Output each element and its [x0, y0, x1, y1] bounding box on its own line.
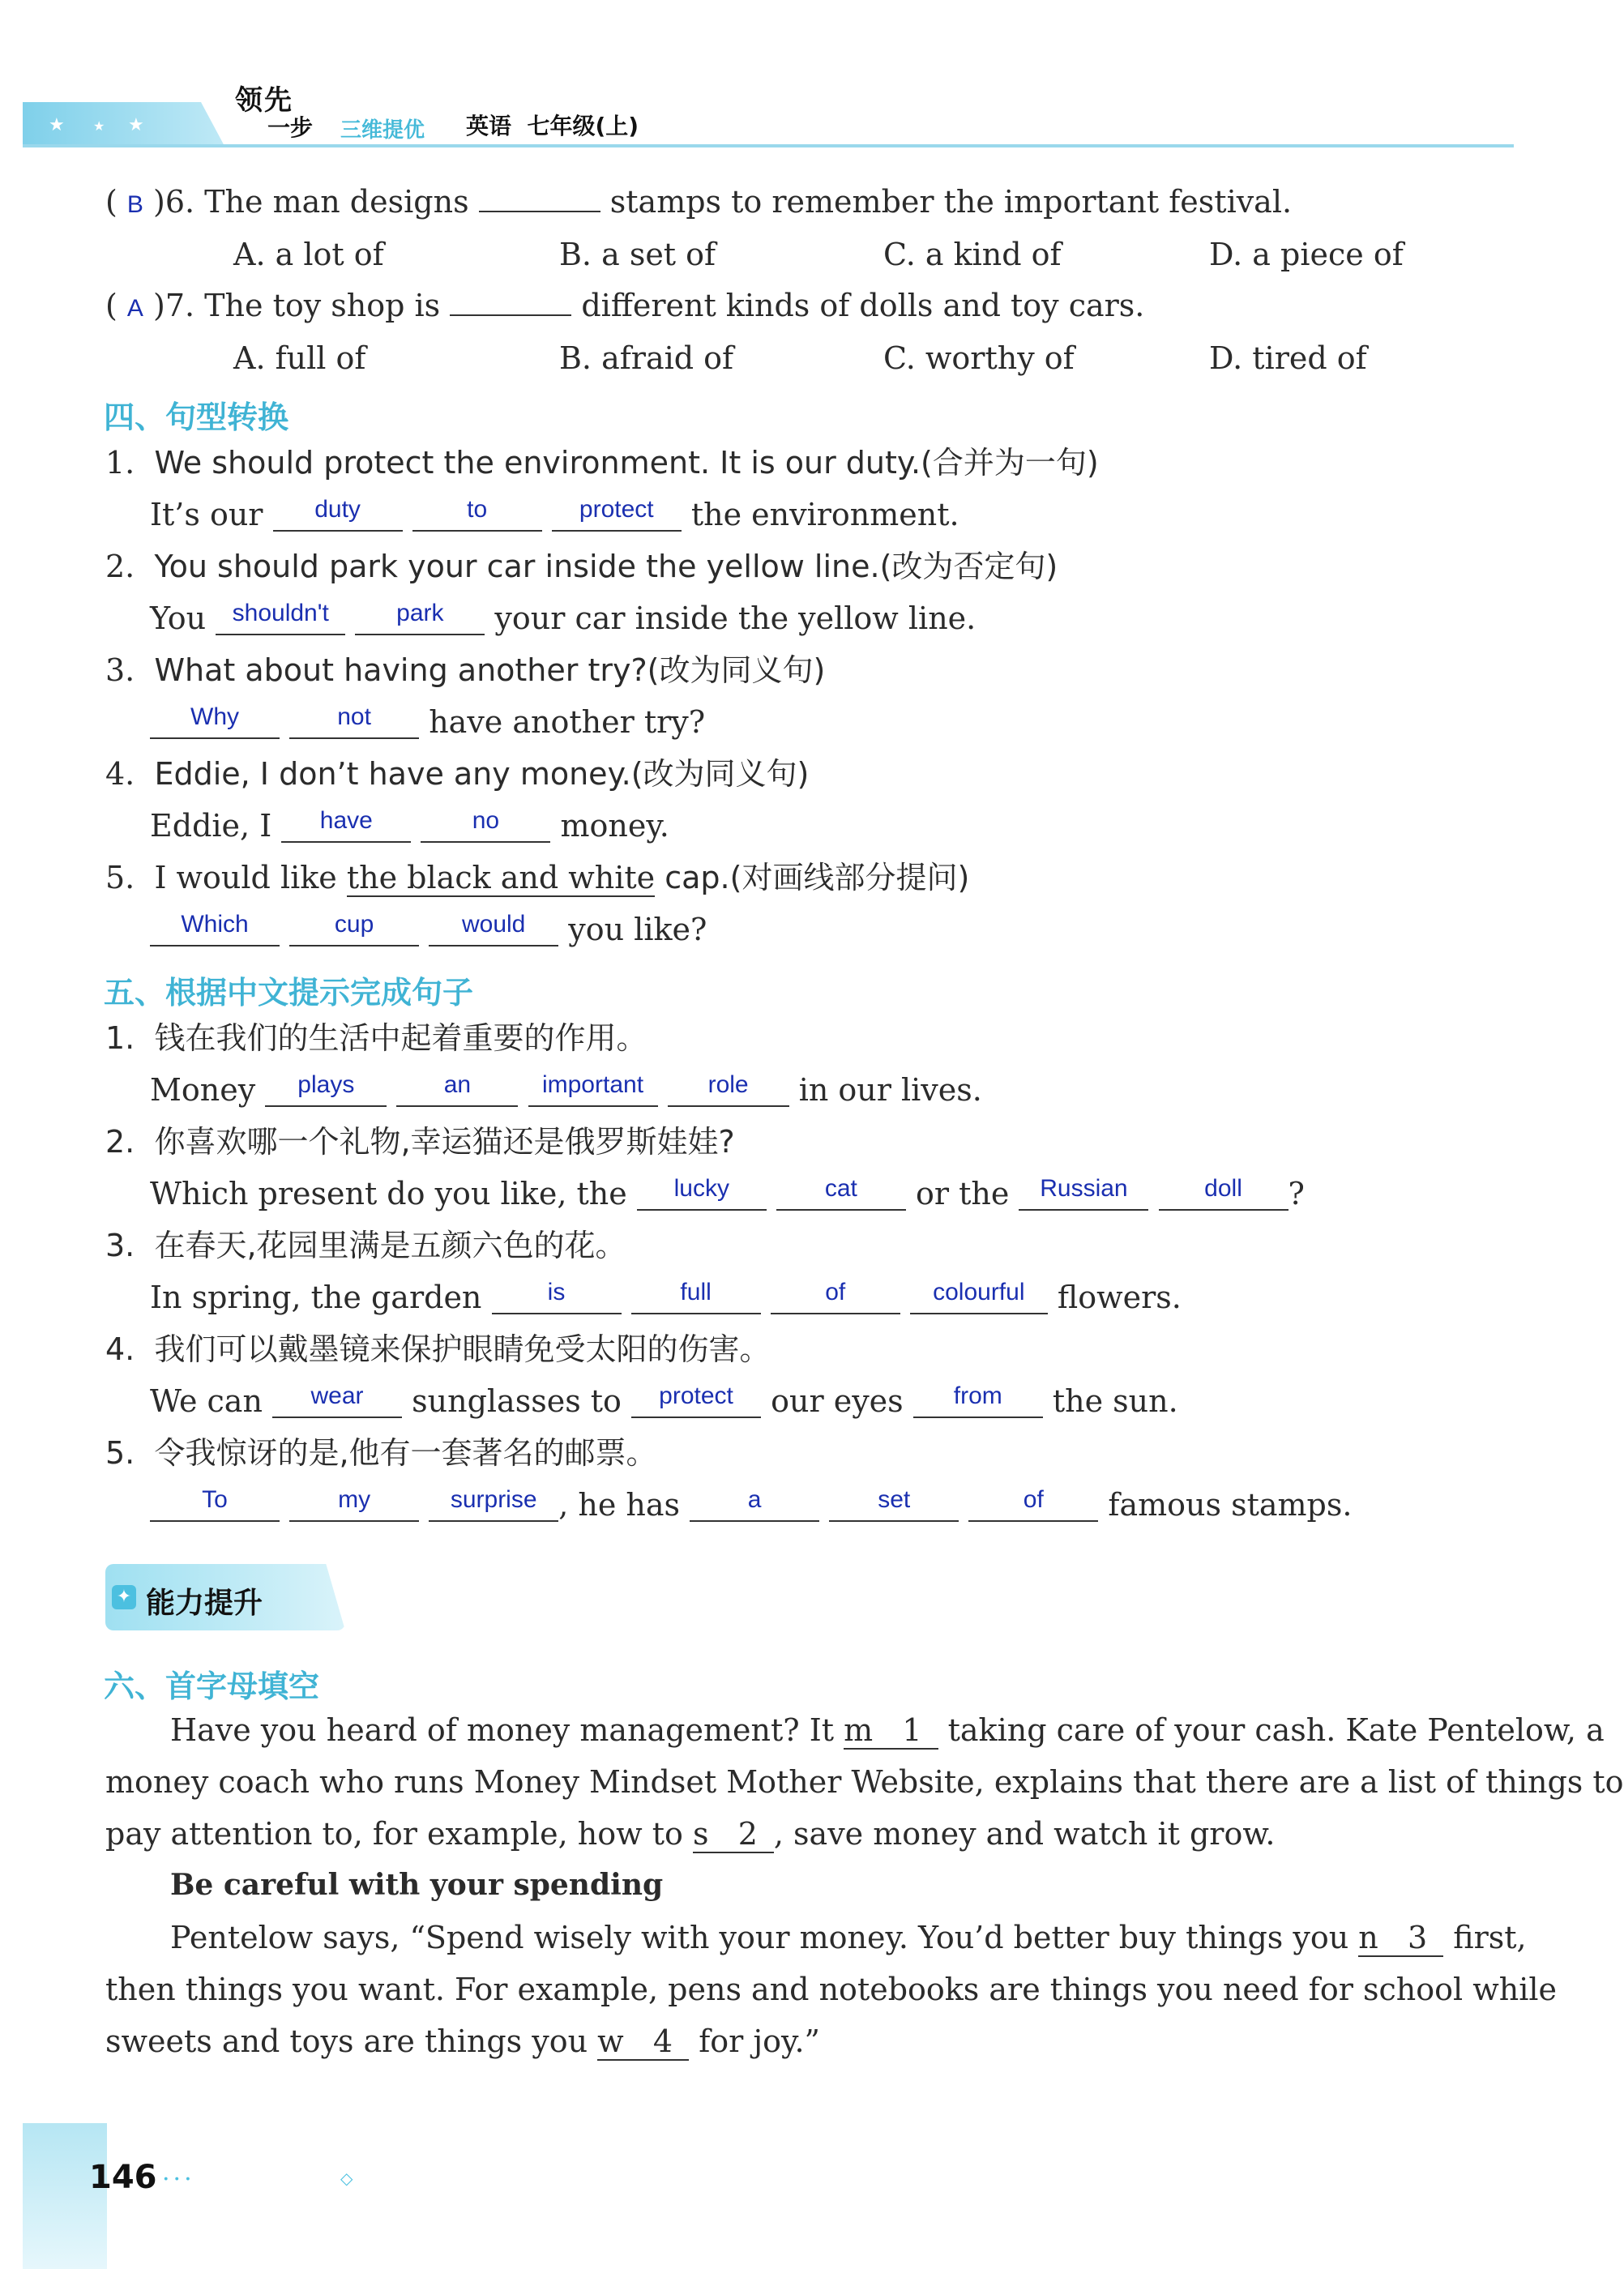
s6-p1-line3 — [105, 1816, 1491, 1852]
s6-p1-line2: money coach who runs Money Mindset Mother Website, explains that there are a list of things to — [105, 1764, 1624, 1800]
answer-text: to — [467, 496, 488, 523]
s5-q2-text: 你喜欢哪一个礼物,幸运猫还是俄罗斯娃娃? — [154, 1124, 735, 1160]
answer-text: protect — [659, 1382, 733, 1409]
blank-s2: s 2 — [693, 1816, 774, 1853]
blank — [429, 911, 558, 946]
q7-option-b: B. afraid of — [559, 340, 734, 376]
s4-a3 — [150, 703, 706, 740]
q7-option-a: A. full of — [233, 340, 366, 376]
answer-text: of — [825, 1279, 846, 1305]
answer-text: Which — [181, 911, 249, 938]
s4-a2 — [150, 600, 977, 636]
blank — [272, 1382, 402, 1418]
q7-option-d: D. tired of — [1209, 340, 1367, 376]
text: pay attention to, for example, how to — [105, 1816, 693, 1852]
section-4-title: 四、句型转换 — [104, 400, 289, 435]
answer-text: lucky — [673, 1175, 729, 1202]
answer-text: of — [1023, 1486, 1044, 1513]
s5-q3-text: 在春天,花园里满是五颜六色的花。 — [154, 1228, 626, 1263]
answer-prefix: It’s our — [150, 497, 263, 532]
answer-prefix: Eddie, I — [150, 808, 272, 844]
blank — [281, 807, 411, 843]
ability-label: 能力提升 — [146, 1587, 263, 1620]
s5-q5 — [105, 1435, 657, 1471]
answer-suffix: the environment. — [690, 497, 959, 532]
s4-q5-post: cap.(对画线部分提问) — [655, 860, 970, 895]
q7-option-c: C. worthy of — [883, 340, 1075, 376]
blank — [829, 1486, 959, 1522]
item-number: 4. — [105, 1331, 135, 1367]
answer-text: not — [337, 703, 371, 730]
s4-q2-text: You should park your car inside the yellow line.(改为否定句) — [154, 549, 1058, 584]
blank — [913, 1382, 1043, 1418]
item-number: 5. — [105, 1435, 135, 1471]
blank-w4: w 4 — [597, 2023, 689, 2061]
answer-suffix: have another try? — [429, 704, 706, 740]
text: taking care of your cash. Kate Pentelow, a — [938, 1712, 1605, 1748]
blank — [552, 496, 682, 532]
blank — [289, 911, 419, 946]
section-6-title: 六、首字母填空 — [104, 1669, 320, 1704]
answer-middle: sunglasses to — [412, 1383, 622, 1419]
blank — [637, 1175, 767, 1211]
answer-text: protect — [579, 496, 654, 523]
question-7: ( A )7. The toy shop is different kinds of dolls and toy cars. — [105, 288, 1145, 323]
item-number: 2. — [105, 1124, 135, 1160]
blank — [1019, 1175, 1148, 1211]
item-number: 4. — [105, 756, 135, 792]
answer-suffix: flowers. — [1057, 1280, 1182, 1315]
answer-text: colourful — [933, 1279, 1025, 1305]
answer-text: Russian — [1040, 1175, 1128, 1202]
star-icon: ★ — [128, 115, 144, 135]
brand-top: 领先 — [235, 84, 293, 117]
answer-text: doll — [1204, 1175, 1242, 1202]
s4-q5-pre: I would like — [154, 860, 347, 895]
item-number: 2. — [105, 549, 135, 584]
diamond-icon: ◇ — [340, 2169, 353, 2188]
s6-p2-line3 — [105, 2023, 1491, 2059]
s5-a5 — [150, 1486, 1353, 1523]
blank-n3: n 3 — [1358, 1920, 1443, 1957]
s5-a3 — [150, 1279, 1182, 1315]
text: first, — [1443, 1920, 1527, 1955]
blank — [910, 1279, 1048, 1314]
section-5-title: 五、根据中文提示完成句子 — [104, 975, 474, 1011]
q7-stem-b: different kinds of dolls and toy cars. — [581, 288, 1145, 323]
s5-q4-text: 我们可以戴墨镜来保护眼睛免受太阳的伤害。 — [154, 1331, 771, 1367]
s5-q1-text: 钱在我们的生活中起着重要的作用。 — [154, 1020, 647, 1056]
question-6: ( B )6. The man designs stamps to remember the important festival. — [105, 184, 1293, 220]
s5-q2 — [105, 1124, 735, 1160]
answer-text: an — [443, 1071, 472, 1098]
blank — [668, 1071, 789, 1107]
s5-a4 — [150, 1382, 1178, 1419]
page-header — [0, 0, 1536, 162]
item-number: 3. — [105, 1228, 135, 1263]
answer-text: Why — [190, 703, 239, 730]
answer-text: shouldn't — [232, 600, 329, 626]
blank — [771, 1279, 900, 1314]
answer-text: cup — [334, 911, 374, 938]
item-number: 1. — [105, 1020, 135, 1056]
blank — [150, 703, 280, 739]
answer-7: A — [126, 295, 143, 322]
blank — [150, 1486, 280, 1522]
answer-text: no — [472, 807, 500, 834]
q6-option-a: A. a lot of — [233, 237, 384, 272]
answer-prefix: Money — [150, 1072, 256, 1108]
page-dots: ··· — [162, 2165, 195, 2194]
blank — [1159, 1175, 1289, 1211]
answer-6: B — [126, 191, 143, 218]
text: , save money and watch it grow. — [773, 1816, 1276, 1852]
answer-text: have — [319, 807, 373, 834]
answer-text: important — [541, 1071, 644, 1098]
blank — [216, 600, 345, 635]
q7-stem-a: )7. The toy shop is — [153, 288, 441, 323]
answer-prefix: You — [150, 600, 207, 636]
text: for joy.” — [689, 2023, 820, 2059]
answer-middle: , he has — [558, 1487, 681, 1523]
answer-text: surprise — [450, 1486, 537, 1513]
s6-p2-line2: then things you want. For example, pens and notebooks are things you need for school while — [105, 1972, 1558, 2007]
blank — [429, 1486, 558, 1522]
blank — [492, 1279, 622, 1314]
header-rule — [23, 144, 1514, 147]
s4-q4 — [105, 756, 810, 792]
answer-suffix: you like? — [568, 912, 707, 947]
text: sweets and toys are things you — [105, 2023, 598, 2059]
blank — [631, 1279, 761, 1314]
brand-subject: 英语 七年级(上) — [466, 113, 639, 139]
s4-q2 — [105, 551, 1058, 582]
answer-text: from — [953, 1382, 1002, 1409]
s5-q5-text: 令我惊讶的是,他有一套著名的邮票。 — [154, 1435, 657, 1471]
answer-suffix: money. — [560, 808, 669, 844]
star-icon: ★ — [93, 118, 105, 134]
q6-stem-a: )6. The man designs — [153, 184, 469, 220]
blank — [528, 1071, 658, 1107]
text: Pentelow says, “Spend wisely with your money. You’d better buy things you — [170, 1920, 1359, 1955]
q6-stem-b: stamps to remember the important festival. — [609, 184, 1293, 220]
blank — [968, 1486, 1098, 1522]
s6-p2-line1 — [170, 1922, 1556, 1953]
s4-q3 — [105, 652, 826, 688]
q6-option-d: D. a piece of — [1209, 237, 1404, 272]
s4-a1 — [150, 496, 959, 532]
blank — [776, 1175, 906, 1211]
item-number: 3. — [105, 652, 135, 688]
star-icon: ★ — [49, 115, 65, 135]
answer-text: set — [878, 1486, 911, 1513]
blank — [396, 1071, 518, 1107]
underlined-phrase: the black and white — [346, 860, 656, 895]
answer-text: To — [202, 1486, 228, 1513]
s4-q4-text: Eddie, I don’t have any money.(改为同义句) — [154, 756, 810, 792]
page-number-band — [23, 2123, 107, 2269]
answer-suffix: in our lives. — [798, 1072, 982, 1108]
blank — [421, 807, 550, 843]
blank — [690, 1486, 819, 1522]
s6-p1-line1 — [170, 1712, 1605, 1748]
s5-a1 — [150, 1071, 982, 1108]
item-number: 1. — [105, 445, 135, 481]
blank — [450, 314, 571, 316]
answer-suffix: ? — [1288, 1176, 1305, 1211]
q6-option-b: B. a set of — [559, 237, 716, 272]
blank — [289, 1486, 419, 1522]
answer-text: my — [338, 1486, 371, 1513]
answer-prefix: We can — [150, 1383, 263, 1419]
answer-text: would — [461, 911, 526, 938]
s6-heading: Be careful with your spending — [170, 1868, 664, 1902]
s4-a4 — [150, 807, 669, 844]
s5-q1 — [105, 1020, 647, 1056]
answer-suffix: famous stamps. — [1108, 1487, 1353, 1523]
star-icon: ✦ — [112, 1585, 136, 1609]
brand-step: 一步 — [267, 114, 314, 141]
s4-a5 — [150, 911, 707, 947]
answer-text: wear — [310, 1382, 364, 1409]
answer-text: plays — [297, 1071, 355, 1098]
answer-middle: our eyes — [771, 1383, 904, 1419]
page-number: 146 — [89, 2159, 157, 2196]
answer-suffix: your car inside the yellow line. — [494, 600, 977, 636]
blank — [479, 211, 600, 212]
s4-q1 — [105, 445, 1099, 481]
blank — [355, 600, 485, 635]
answer-text: full — [680, 1279, 712, 1305]
answer-text: a — [747, 1486, 762, 1513]
s5-a2 — [150, 1175, 1305, 1211]
item-number: 5. — [105, 860, 135, 895]
s4-q3-text: What about having another try?(改为同义句) — [154, 652, 826, 688]
blank-m1: m 1 — [844, 1712, 938, 1750]
answer-text: park — [396, 600, 444, 626]
answer-middle: or the — [915, 1176, 1010, 1211]
text: Have you heard of money management? It — [170, 1712, 844, 1748]
answer-prefix: In spring, the garden — [150, 1280, 482, 1315]
answer-text: role — [707, 1071, 749, 1098]
s5-q3 — [105, 1230, 626, 1261]
answer-text: duty — [314, 496, 361, 523]
s5-q4 — [105, 1331, 771, 1367]
answer-text: cat — [824, 1175, 857, 1202]
answer-prefix: Which present do you like, the — [150, 1176, 627, 1211]
blank — [289, 703, 419, 739]
blank — [412, 496, 542, 532]
q6-option-c: C. a kind of — [883, 237, 1062, 272]
s4-q5 — [105, 862, 969, 893]
answer-text: is — [547, 1279, 566, 1305]
blank — [150, 911, 280, 946]
brand-series: 三维提优 — [340, 118, 425, 143]
blank — [265, 1071, 387, 1107]
s4-q1-text: We should protect the environment. It is our duty.(合并为一句) — [154, 445, 1099, 481]
blank — [631, 1382, 761, 1418]
blank — [273, 496, 403, 532]
answer-suffix: the sun. — [1052, 1383, 1178, 1419]
